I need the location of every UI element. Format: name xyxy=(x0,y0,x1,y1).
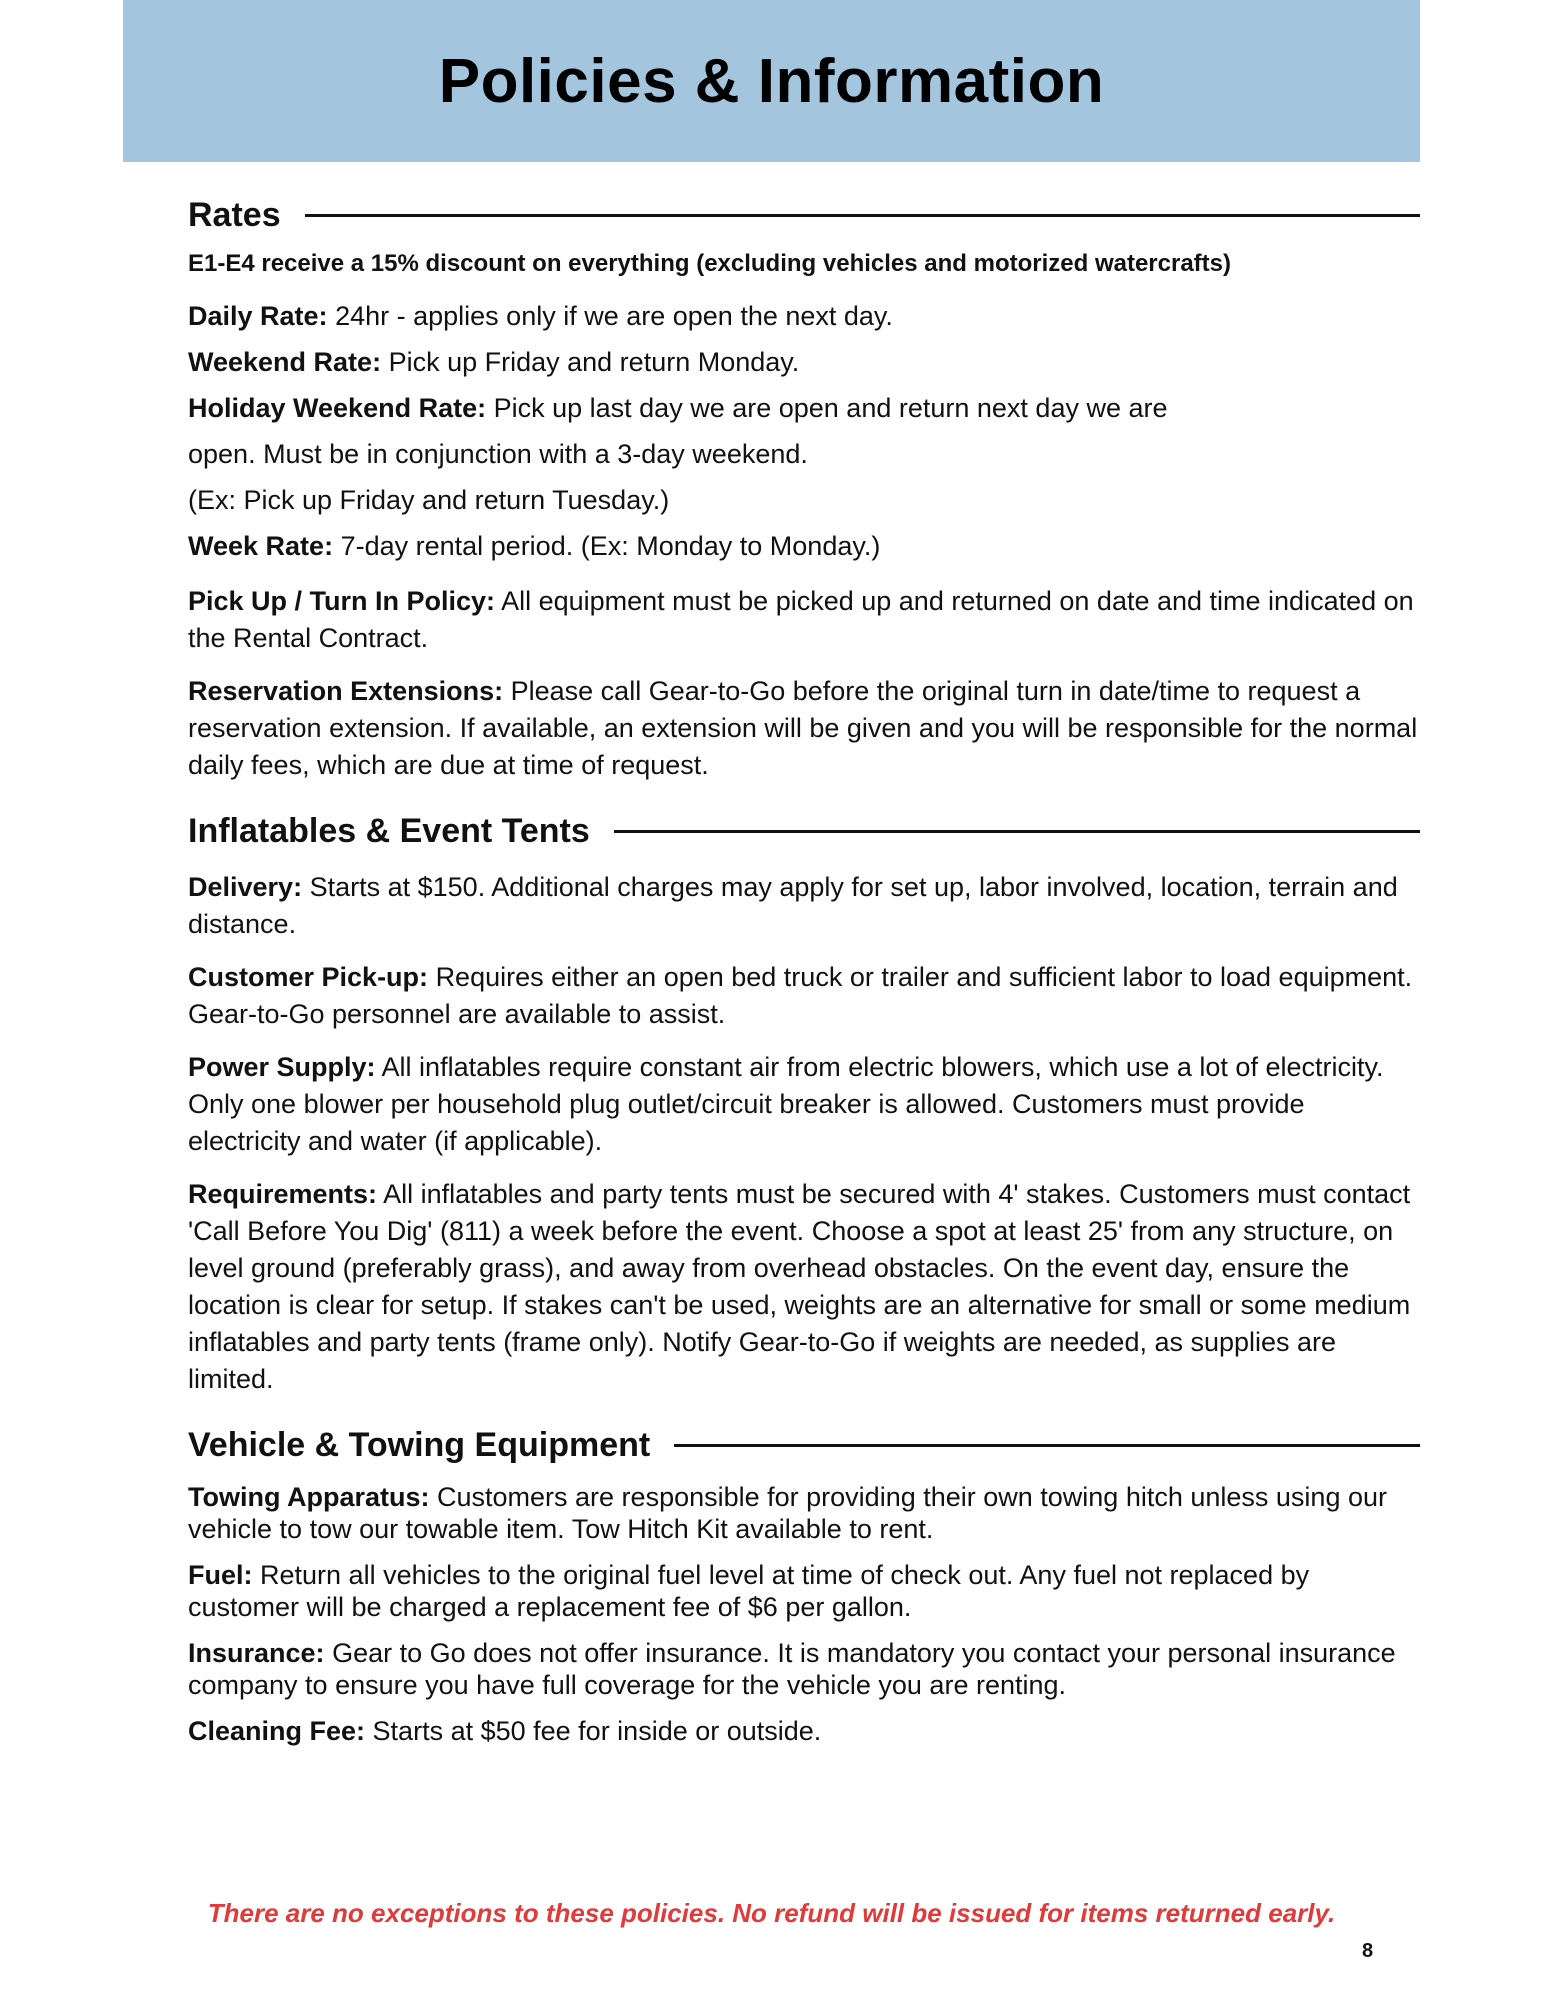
pickup-policy-item xyxy=(188,583,1420,657)
holiday-rate-text-line2: open. Must be in conjunction with a 3-day weekend. xyxy=(188,439,808,469)
insurance-text: Gear to Go does not offer insurance. It is mandatory you contact your personal insurance company to ensure you have full coverage for the vehicle you are renting. xyxy=(188,1638,1396,1700)
weekend-rate-label: Weekend Rate: xyxy=(188,347,382,377)
requirements-text: All inflatables and party tents must be secured with 4' stakes. Customers must contact 'Call Before You Dig' (811) a week before the event. Choose a spot at least 25' from any structure, on level ground (preferably grass), and away from overhead obstacles. On the event day, ensure the location is clear for setup. If stakes can't be used, weights are an alternative for small or some medium inflatables and party tents (frame only). Notify Gear-to-Go if weights are needed, as supplies are limited. xyxy=(188,1179,1411,1394)
daily-rate-label: Daily Rate: xyxy=(188,301,328,331)
delivery-text: Starts at $150. Additional charges may apply for set up, labor involved, location, terrain and distance. xyxy=(188,872,1398,939)
section-divider xyxy=(614,830,1420,833)
weekend-rate-item xyxy=(188,344,1420,381)
fuel-text: Return all vehicles to the original fuel level at time of check out. Any fuel not replaced by customer will be charged a replacement fee of $6 per gallon. xyxy=(188,1560,1310,1622)
page-title: Policies & Information xyxy=(438,46,1105,116)
towing-item xyxy=(188,1481,1420,1545)
cleaning-fee-text: Starts at $50 fee for inside or outside. xyxy=(372,1716,822,1746)
pickup-policy-text: All equipment must be picked up and returned on date and time indicated on the Rental Contract. xyxy=(188,586,1414,653)
insurance-item xyxy=(188,1637,1420,1701)
week-rate-item xyxy=(188,528,1420,565)
daily-rate-item xyxy=(188,298,1420,335)
policy-content xyxy=(188,196,1420,1747)
holiday-rate-label: Holiday Weekend Rate: xyxy=(188,393,487,423)
fuel-label: Fuel: xyxy=(188,1560,253,1590)
vehicle-heading: Vehicle & Towing Equipment xyxy=(188,1426,651,1464)
towing-text: Customers are responsible for providing their own towing hitch unless using our vehicle to tow our towable item. Tow Hitch Kit available to rent. xyxy=(188,1482,1387,1544)
rates-section-header xyxy=(188,196,1420,235)
week-rate-label: Week Rate: xyxy=(188,531,334,561)
requirements-item xyxy=(188,1176,1420,1398)
power-supply-text: All inflatables require constant air from electric blowers, which use a lot of electricity. Only one blower per household plug outlet/circuit breaker is allowed. Customers must provide electricity and water (if applicable). xyxy=(188,1052,1384,1156)
pickup-policy-label: Pick Up / Turn In Policy: xyxy=(188,586,496,616)
insurance-label: Insurance: xyxy=(188,1638,325,1668)
customer-pickup-item xyxy=(188,959,1420,1033)
section-divider xyxy=(674,1444,1420,1447)
military-discount-note: E1-E4 receive a 15% discount on everything (excluding vehicles and motorized watercrafts) xyxy=(188,250,1232,277)
requirements-label: Requirements: xyxy=(188,1179,378,1209)
delivery-item xyxy=(188,869,1420,943)
inflatables-section-header xyxy=(188,812,1420,851)
reservation-extensions-text: Please call Gear-to-Go before the original turn in date/time to request a reservation extension. If available, an extension will be given and you will be responsible for the normal daily fees, which are due at time of request. xyxy=(188,676,1418,780)
power-supply-item xyxy=(188,1049,1420,1160)
reservation-extensions-label: Reservation Extensions: xyxy=(188,676,504,706)
section-divider xyxy=(305,214,1420,217)
reservation-extensions-item xyxy=(188,673,1420,784)
customer-pickup-label: Customer Pick-up: xyxy=(188,962,429,992)
weekend-rate-text: Pick up Friday and return Monday. xyxy=(388,347,800,377)
holiday-rate-text: Pick up last day we are open and return next day we are xyxy=(493,393,1168,423)
vehicle-section-header xyxy=(188,1426,1420,1465)
page-number: 8 xyxy=(1362,1940,1374,1962)
customer-pickup-text: Requires either an open bed truck or trailer and sufficient labor to load equipment. Gear-to-Go personnel are available to assist. xyxy=(188,962,1413,1029)
cleaning-fee-item xyxy=(188,1715,1420,1747)
week-rate-text: 7-day rental period. (Ex: Monday to Monday.) xyxy=(340,531,881,561)
power-supply-label: Power Supply: xyxy=(188,1052,376,1082)
daily-rate-text: 24hr - applies only if we are open the next day. xyxy=(335,301,893,331)
holiday-rate-item xyxy=(188,390,1420,427)
no-exceptions-notice: There are no exceptions to these policies. No refund will be issued for items returned early. xyxy=(207,1898,1336,1928)
rates-heading: Rates xyxy=(188,196,281,234)
title-banner xyxy=(123,0,1420,162)
towing-label: Towing Apparatus: xyxy=(188,1482,430,1512)
holiday-rate-example: (Ex: Pick up Friday and return Tuesday.) xyxy=(188,485,670,515)
fuel-item xyxy=(188,1559,1420,1623)
inflatables-heading: Inflatables & Event Tents xyxy=(188,812,590,850)
delivery-label: Delivery: xyxy=(188,872,303,902)
cleaning-fee-label: Cleaning Fee: xyxy=(188,1716,366,1746)
